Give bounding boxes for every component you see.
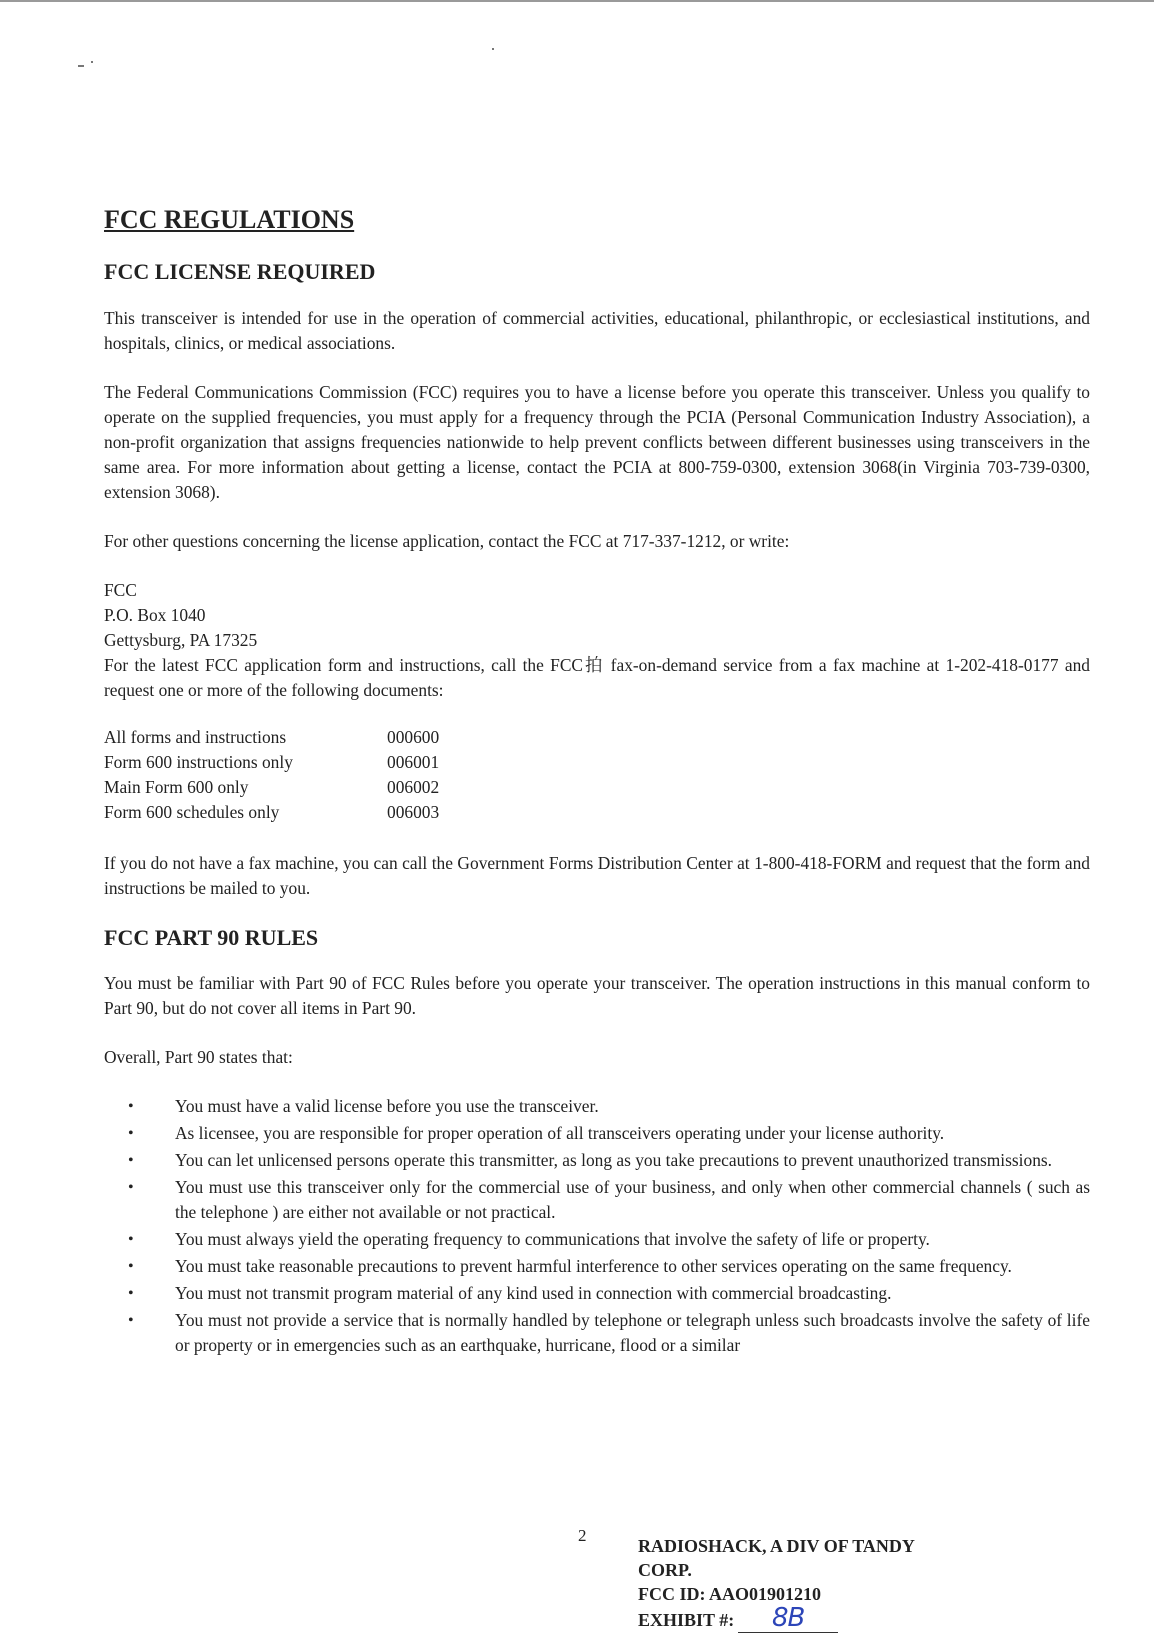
rule-text: You must have a valid license before you use the transceiver.	[175, 1095, 599, 1116]
rules-list	[104, 1094, 1090, 1358]
exhibit-footer	[638, 1534, 938, 1633]
scan-speck	[91, 61, 93, 63]
exhibit-label: EXHIBIT #:	[638, 1610, 735, 1630]
document-row	[104, 752, 439, 777]
license-heading: FCC LICENSE REQUIRED	[104, 259, 376, 285]
rule-item	[104, 1281, 1090, 1306]
document-row	[104, 727, 439, 752]
rule-text: As licensee, you are responsible for proper operation of all transceivers operating under your license authority.	[175, 1122, 945, 1143]
address-line: P.O. Box 1040	[104, 604, 206, 625]
page-title: FCC REGULATIONS	[104, 205, 355, 234]
scan-speck	[492, 48, 494, 50]
license-paragraph-3: For other questions concerning the license application, contact the FCC at 717-337-1212, or write:	[104, 530, 790, 551]
rule-item	[104, 1121, 1090, 1146]
document-code: 006003	[387, 801, 440, 822]
rule-text: You must take reasonable precautions to prevent harmful interference to other services operating on the same frequency.	[175, 1255, 1012, 1276]
document-name: Form 600 instructions only	[104, 751, 293, 772]
company-name: RADIOSHACK, A DIV OF TANDY CORP.	[638, 1536, 915, 1580]
license-paragraph-4: For the latest FCC application form and instructions, call the FCC拍 fax-on-demand service from a fax machine at 1-202-418-0177 and request one or more of the following documents:	[104, 654, 1090, 700]
document-page	[104, 204, 1090, 1360]
rule-text: You must not transmit program material of any kind used in connection with commercial broadcasting.	[175, 1282, 892, 1303]
document-row	[104, 777, 439, 802]
part90-paragraph-1: You must be familiar with Part 90 of FCC Rules before you operate your transceiver. The operation instructions in this manual conform to Part 90, but do not cover all items in Part 90.	[104, 972, 1090, 1018]
address-line: FCC	[104, 579, 137, 600]
bullet-icon: •	[128, 1178, 134, 1196]
rule-item	[104, 1254, 1090, 1279]
bullet-icon: •	[128, 1284, 134, 1302]
license-paragraph-1: This transceiver is intended for use in the operation of commercial activities, educational, philanthropic, or ecclesiastical institutions, and hospitals, clinics, or medical associations.	[104, 307, 1090, 353]
rule-item	[104, 1175, 1090, 1225]
bullet-icon: •	[128, 1311, 134, 1329]
bullet-icon: •	[128, 1124, 134, 1142]
document-code: 006001	[387, 751, 440, 772]
document-code: 006002	[387, 776, 440, 797]
scan-speck	[78, 65, 84, 67]
rule-item	[104, 1148, 1090, 1173]
bullet-icon: •	[128, 1097, 134, 1115]
document-name: Main Form 600 only	[104, 776, 249, 797]
document-row	[104, 802, 439, 827]
rule-text: You can let unlicensed persons operate this transmitter, as long as you take precautions to prevent unauthorized transmissions.	[175, 1149, 1053, 1170]
bullet-icon: •	[128, 1230, 134, 1248]
documents-table	[104, 727, 439, 827]
rule-text: You must use this transceiver only for the commercial use of your business, and only when other commercial channels ( such as the telephone ) are either not available or not practical.	[175, 1176, 1090, 1222]
address-line: Gettysburg, PA 17325	[104, 629, 258, 650]
part90-heading: FCC PART 90 RULES	[104, 924, 319, 950]
page-number: 2	[578, 1526, 587, 1545]
license-section	[104, 259, 1090, 900]
document-code: 000600	[387, 726, 440, 747]
part90-paragraph-2: Overall, Part 90 states that:	[104, 1046, 293, 1067]
license-paragraph-5: If you do not have a fax machine, you can call the Government Forms Distribution Center at 1-800-418-FORM and request that the form and instructions be mailed to you.	[104, 852, 1090, 898]
exhibit-field	[738, 1603, 838, 1633]
rule-item	[104, 1308, 1090, 1358]
document-name: Form 600 schedules only	[104, 801, 280, 822]
document-name: All forms and instructions	[104, 726, 287, 747]
fcc-address	[104, 578, 1090, 653]
bullet-icon: •	[128, 1257, 134, 1275]
bullet-icon: •	[128, 1151, 134, 1169]
part90-section	[104, 925, 1090, 1358]
rule-item	[104, 1094, 1090, 1119]
license-paragraph-2: The Federal Communications Commission (FCC) requires you to have a license before you operate this transceiver. Unless you qualify to operate on the supplied frequencies, you must apply for a frequency through the PCIA (Personal Communication Industry Association), a non-profit organization that assigns frequencies nationwide to help prevent conflicts between different businesses using transceivers in the same area. For more information about getting a license, contact the PCIA at 800-759-0300, extension 3068(in Virginia 703-739-0300, extension 3068).	[104, 381, 1090, 502]
exhibit-handwritten-value: 8B	[772, 1603, 805, 1633]
fcc-id: FCC ID: AAO01901210	[638, 1584, 821, 1604]
rule-text: You must not provide a service that is normally handled by telephone or telegraph unless such broadcasts involve the safety of life or property or in emergencies such as an earthquake, hurricane, flood or a similar	[175, 1309, 1090, 1355]
scan-edge-line	[0, 0, 1154, 2]
rule-text: You must always yield the operating frequency to communications that involve the safety of life or property.	[175, 1228, 930, 1249]
rule-item	[104, 1227, 1090, 1252]
exhibit-number	[638, 1603, 938, 1633]
